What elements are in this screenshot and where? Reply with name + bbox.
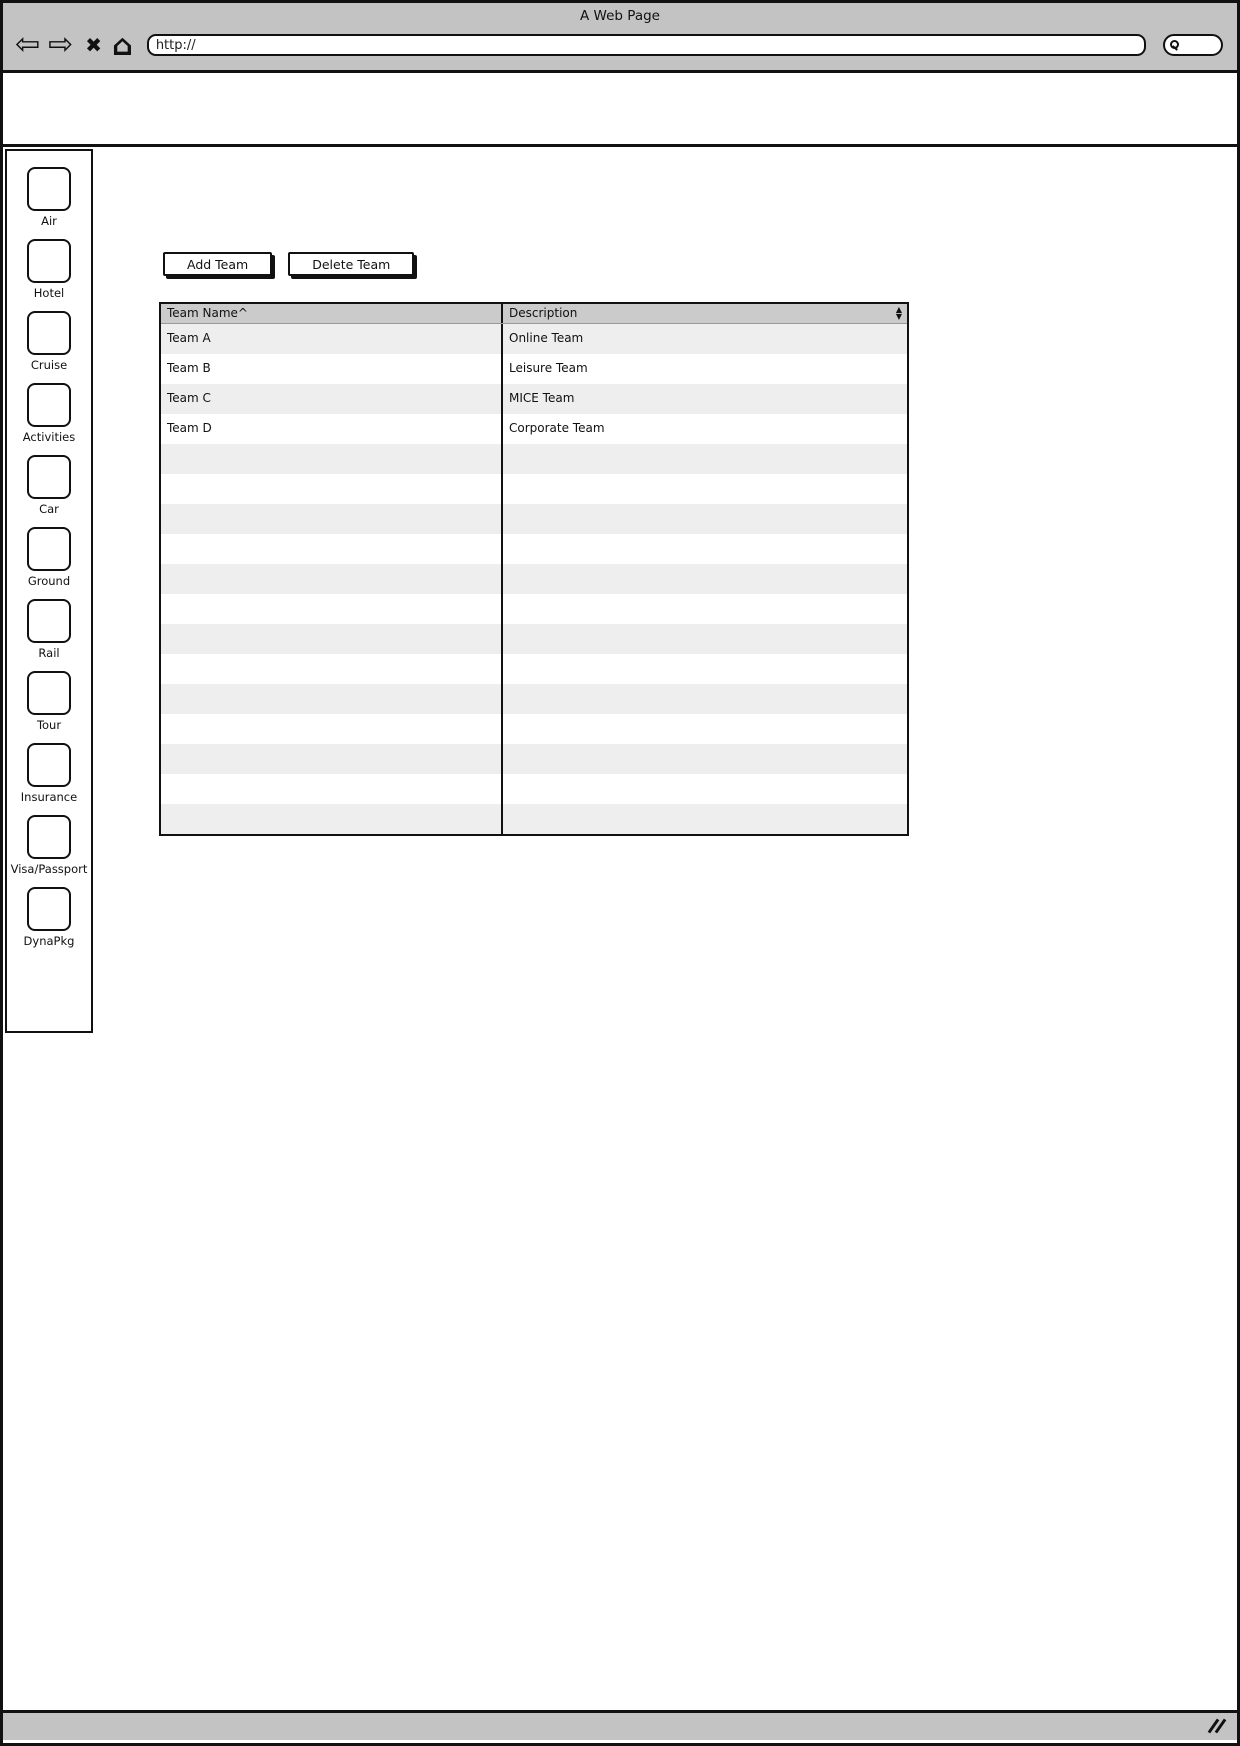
sidebar-item-visa-passport[interactable] xyxy=(11,815,88,876)
search-button[interactable] xyxy=(1163,34,1223,56)
sidebar-item-label: Hotel xyxy=(33,286,65,300)
sidebar-item-tour[interactable] xyxy=(27,671,71,732)
sidebar-item-label: Car xyxy=(39,502,59,516)
table-row[interactable] xyxy=(161,384,907,414)
sort-down-arrow: ▼ xyxy=(895,312,902,321)
cell-description: MICE Team xyxy=(509,391,575,405)
table-row-empty xyxy=(161,504,907,534)
sort-up-arrow: ▲ xyxy=(895,305,902,314)
table-row[interactable] xyxy=(161,324,907,354)
team-actions xyxy=(163,252,414,276)
sidebar-item-label: Cruise xyxy=(30,358,68,372)
stop-button[interactable]: ✖ xyxy=(85,33,103,57)
table-row[interactable] xyxy=(161,414,907,444)
sidebar-item-label: Air xyxy=(41,214,57,228)
teams-table xyxy=(159,302,909,836)
table-row-empty xyxy=(161,714,907,744)
sidebar-item-label: Activities xyxy=(22,430,76,444)
browser-status-bar xyxy=(3,1710,1237,1740)
back-button[interactable]: ⇦ xyxy=(15,27,41,62)
ground-icon xyxy=(27,527,71,571)
rail-icon xyxy=(27,599,71,643)
sidebar-item-rail[interactable] xyxy=(27,599,71,660)
search-icon xyxy=(1170,40,1181,51)
tour-icon xyxy=(27,671,71,715)
sidebar-item-label: Visa/Passport xyxy=(10,862,88,876)
sidebar-item-label: Rail xyxy=(38,646,60,660)
sidebar-item-label: Tour xyxy=(36,718,62,732)
table-row-empty xyxy=(161,744,907,774)
url-input[interactable] xyxy=(147,34,1146,56)
page-header-band xyxy=(3,73,1237,147)
sidebar-item-air[interactable] xyxy=(27,167,71,228)
table-row-empty xyxy=(161,594,907,624)
browser-toolbar xyxy=(15,25,1229,65)
car-icon xyxy=(27,455,71,499)
sidebar xyxy=(5,149,93,1033)
air-icon xyxy=(27,167,71,211)
browser-chrome xyxy=(3,3,1237,73)
cell-description: Corporate Team xyxy=(509,421,605,435)
sidebar-item-insurance[interactable] xyxy=(21,743,77,804)
sidebar-item-dynapkg[interactable] xyxy=(24,887,75,948)
sidebar-item-label: Ground xyxy=(27,574,71,588)
delete-team-button[interactable]: Delete Team xyxy=(288,252,414,276)
table-row-empty xyxy=(161,804,907,834)
table-row-empty xyxy=(161,774,907,804)
table-row-empty xyxy=(161,624,907,654)
sort-icon[interactable] xyxy=(896,306,902,320)
sidebar-item-cruise[interactable] xyxy=(27,311,71,372)
sidebar-item-hotel[interactable] xyxy=(27,239,71,300)
cell-team-name: Team B xyxy=(161,354,503,384)
table-row-empty xyxy=(161,684,907,714)
page-content xyxy=(3,147,1237,1710)
cell-team-name: Team A xyxy=(161,324,503,354)
resize-handle-icon[interactable] xyxy=(1207,1718,1227,1735)
table-row-empty xyxy=(161,444,907,474)
sidebar-item-ground[interactable] xyxy=(27,527,71,588)
table-row-empty xyxy=(161,654,907,684)
home-button[interactable]: ⌂ xyxy=(112,27,133,62)
cell-description: Leisure Team xyxy=(509,361,588,375)
column-header-description[interactable]: Description xyxy=(509,306,578,320)
forward-button[interactable]: ⇨ xyxy=(48,27,74,62)
sidebar-item-activities[interactable] xyxy=(23,383,75,444)
cell-team-name: Team D xyxy=(161,414,503,444)
table-row-empty xyxy=(161,564,907,594)
add-team-button[interactable]: Add Team xyxy=(163,252,272,276)
hotel-icon xyxy=(27,239,71,283)
window-title: A Web Page xyxy=(580,8,660,24)
table-header-row xyxy=(161,304,907,324)
table-row[interactable] xyxy=(161,354,907,384)
insurance-icon xyxy=(27,743,71,787)
dynapkg-icon xyxy=(27,887,71,931)
table-row-empty xyxy=(161,474,907,504)
table-row-empty xyxy=(161,534,907,564)
visa-passport-icon xyxy=(27,815,71,859)
cell-team-name: Team C xyxy=(161,384,503,414)
sidebar-item-label: Insurance xyxy=(20,790,78,804)
sidebar-item-car[interactable] xyxy=(27,455,71,516)
column-header-team-name[interactable]: Team Name^ xyxy=(161,304,503,323)
sidebar-item-label: DynaPkg xyxy=(23,934,75,948)
activities-icon xyxy=(27,383,71,427)
cruise-icon xyxy=(27,311,71,355)
table-body xyxy=(161,324,907,834)
cell-description: Online Team xyxy=(509,331,584,345)
